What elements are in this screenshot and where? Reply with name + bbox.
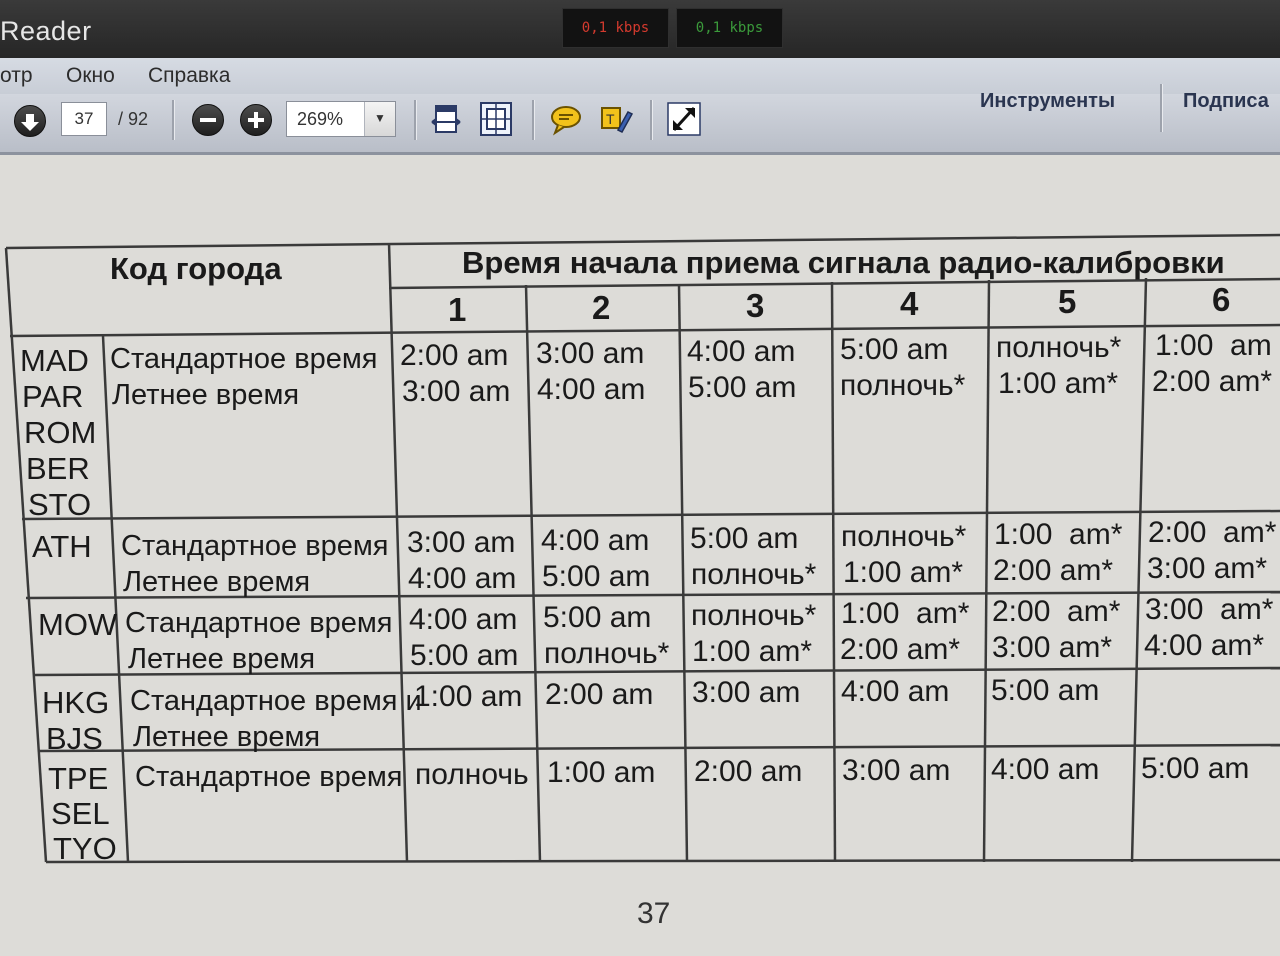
toolbar (0, 90, 1280, 155)
column-header: 5 (1058, 283, 1077, 320)
fit-width-icon (428, 100, 464, 138)
time-type: Стандартное время (125, 607, 393, 639)
time-type: Стандартное время (135, 761, 403, 793)
time-type: Стандартное время (121, 530, 389, 562)
toolbar-divider (1160, 84, 1163, 132)
fit-page-button[interactable] (478, 100, 514, 138)
city-code-header: Код города (110, 251, 282, 286)
time-value: 1:00 am* (692, 635, 813, 668)
time-value: 2:00 am (694, 755, 803, 788)
page-number-input[interactable]: 37 (61, 102, 107, 136)
time-value: 3:00 am* (992, 631, 1113, 664)
time-value: 2:00 am* (993, 554, 1114, 587)
city-code: SEL (51, 796, 110, 831)
time-value: 4:00 am (408, 562, 517, 595)
city-code: MOW (38, 607, 118, 642)
fit-page-icon (478, 100, 514, 138)
download-speed-indicator: 0,1 kbps (562, 8, 669, 48)
time-value: 4:00 am* (1144, 629, 1265, 662)
zoom-value: 269% (297, 109, 344, 129)
time-value: 5:00 am (688, 371, 797, 404)
minus-icon (193, 105, 223, 135)
column-header: 2 (592, 289, 611, 326)
time-value: полночь* (691, 599, 817, 632)
time-value: 3:00 am (536, 337, 645, 370)
comment-button[interactable] (548, 100, 584, 138)
next-page-button[interactable] (14, 105, 46, 137)
fit-width-button[interactable] (428, 100, 464, 138)
expand-icon (666, 100, 702, 138)
time-value: полночь* (544, 637, 670, 670)
speech-bubble-icon (548, 100, 584, 138)
time-value: 2:00 am* (1148, 516, 1277, 549)
city-code: ATH (32, 529, 92, 564)
fullscreen-button[interactable] (666, 100, 702, 138)
city-code: BJS (46, 721, 103, 756)
tools-button[interactable]: Инструменты (980, 90, 1116, 112)
svg-text:T: T (606, 111, 615, 127)
time-header: Время начала приема сигнала радио-калибровки (462, 245, 1225, 280)
sign-button[interactable]: Подписа (1183, 90, 1269, 112)
toolbar-divider (414, 100, 417, 140)
time-value: 5:00 am (690, 522, 799, 555)
time-value: 4:00 am (687, 335, 796, 368)
upload-speed-indicator: 0,1 kbps (676, 8, 783, 48)
time-value: 5:00 am (410, 639, 519, 672)
time-type: Стандартное время (110, 343, 378, 375)
time-value: 1:00 am* (994, 518, 1123, 551)
time-value: 2:00 am (400, 339, 509, 372)
toolbar-divider (650, 100, 653, 140)
time-value: 4:00 am (991, 753, 1100, 786)
time-value: 2:00 am (545, 678, 654, 711)
toolbar-divider (532, 100, 535, 140)
time-value: 1:00 am (1155, 329, 1272, 362)
time-value: 2:00 am* (992, 595, 1121, 628)
zoom-in-button[interactable] (240, 104, 272, 136)
time-value: 2:00 am* (840, 633, 961, 666)
time-value: 5:00 am (840, 333, 949, 366)
document-page (0, 155, 1280, 956)
text-markup-button[interactable] (598, 100, 634, 138)
time-value: 1:00 am* (843, 556, 964, 589)
time-value: 3:00 am* (1145, 593, 1274, 626)
zoom-select[interactable] (286, 101, 396, 137)
city-code: STO (28, 487, 92, 522)
page-number-footer: 37 (637, 897, 671, 930)
time-value: полночь (415, 758, 529, 791)
column-header: 3 (746, 287, 765, 324)
city-code: BER (26, 451, 90, 486)
time-value: 4:00 am (841, 675, 950, 708)
toolbar-divider (172, 100, 175, 140)
time-value: 3:00 am (842, 754, 951, 787)
column-header: 6 (1212, 281, 1231, 318)
time-value: 1:00 am (547, 756, 656, 789)
time-type: Летнее время (133, 721, 321, 753)
time-value: полночь* (840, 369, 966, 402)
text-edit-icon (598, 100, 634, 138)
page-total: / 92 (118, 109, 149, 129)
time-value: 4:00 am (537, 373, 646, 406)
time-type: Стандартное время и (130, 685, 422, 717)
city-code: PAR (22, 379, 84, 414)
chevron-down-icon[interactable]: ▼ (364, 102, 395, 136)
time-value: 4:00 am (409, 603, 518, 636)
menu-help[interactable]: Справка (148, 64, 231, 87)
zoom-out-button[interactable] (192, 104, 224, 136)
time-value: полночь* (841, 520, 967, 553)
plus-icon (241, 105, 271, 135)
time-value: 3:00 am* (1147, 552, 1268, 585)
time-type: Летнее время (128, 643, 316, 675)
time-type: Летнее время (112, 379, 300, 411)
time-value: 3:00 am (692, 676, 801, 709)
city-code: HKG (42, 685, 110, 720)
time-value: 2:00 am* (1152, 365, 1273, 398)
time-value: 3:00 am (402, 375, 511, 408)
time-type: Летнее время (123, 566, 311, 598)
city-code: TYO (53, 831, 117, 866)
time-value: полночь* (996, 331, 1122, 364)
menu-bar (0, 58, 1280, 94)
time-value: 5:00 am (543, 601, 652, 634)
title-bar (0, 0, 1280, 58)
column-header: 4 (900, 285, 919, 322)
time-value: 3:00 am (407, 526, 516, 559)
city-code: TPE (48, 761, 109, 796)
time-value: 5:00 am (1141, 752, 1250, 785)
arrow-down-icon (15, 106, 45, 136)
time-value: 5:00 am (991, 674, 1100, 707)
time-value: полночь* (691, 558, 817, 591)
time-value: 1:00 am* (998, 367, 1119, 400)
time-value: 5:00 am (542, 560, 651, 593)
city-code: MAD (20, 343, 89, 378)
menu-window[interactable]: Окно (66, 64, 115, 87)
city-code: ROM (24, 415, 97, 450)
app-title: Reader (0, 16, 92, 46)
time-value: 1:00 am* (841, 597, 970, 630)
time-value: 4:00 am (541, 524, 650, 557)
time-value: 1:00 am (414, 680, 523, 713)
menu-view[interactable]: отр (0, 64, 33, 87)
column-header: 1 (448, 291, 467, 328)
